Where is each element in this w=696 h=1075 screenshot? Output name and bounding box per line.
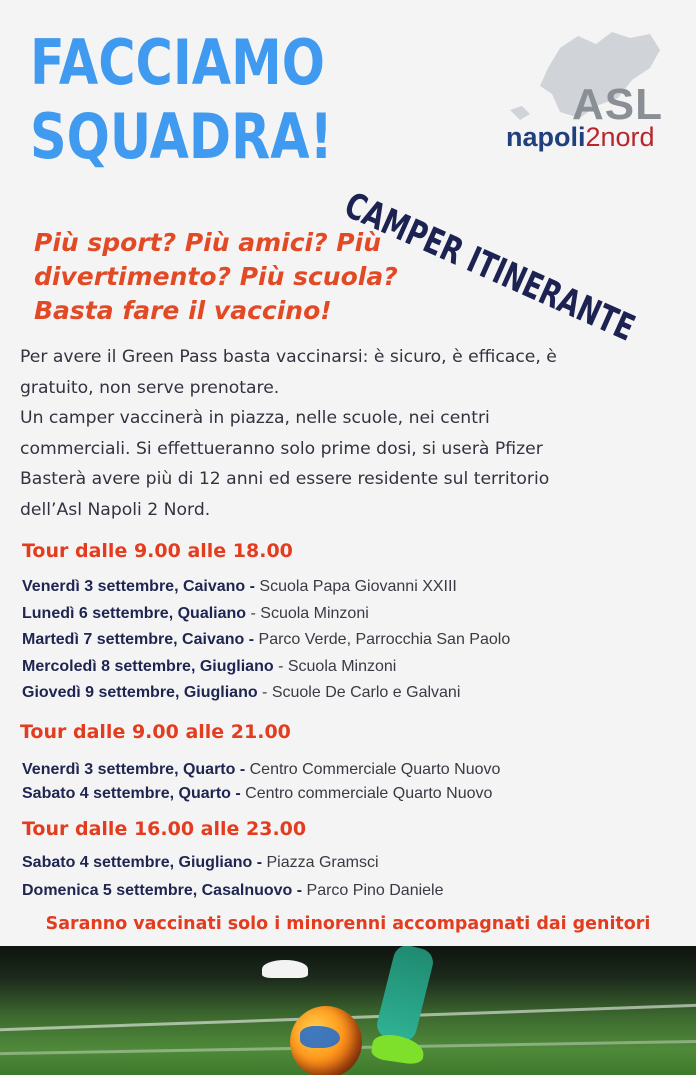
tour-3-title: Tour dalle 16.00 alle 23.00 [22, 818, 307, 840]
event-when: Lunedì 6 settembre, Qualiano [22, 604, 247, 622]
event-when: Mercoledì 8 settembre, Giugliano [22, 657, 274, 675]
tour-3-events [22, 849, 444, 905]
ball-panel-icon [300, 1026, 340, 1048]
football-boot-icon [370, 1033, 425, 1066]
event-when: Sabato 4 settembre, Quarto - [22, 785, 246, 802]
training-cone-icon [262, 960, 308, 978]
event-when: Martedì 7 settembre, Caivano - [22, 631, 259, 648]
intro-line: dell’Asl Napoli 2 Nord. [20, 499, 211, 520]
logo-2nord: 2nord [585, 122, 655, 152]
slogan-line-2: divertimento? Più scuola? [34, 262, 398, 291]
logo-napoli-word: napoli [506, 122, 586, 152]
player-leg-icon [374, 946, 436, 1044]
event-where: Parco Verde, Parrocchia San Paolo [258, 631, 511, 648]
tour-2-events [22, 758, 500, 806]
event-where: Scuola Papa Giovanni XXIII [259, 578, 457, 595]
tour-1-events [22, 574, 510, 707]
event-where: - Scuola Minzoni [246, 604, 369, 622]
event-where: Parco Pino Daniele [306, 882, 444, 899]
slogan-line-1: Più sport? Più amici? Più [34, 228, 381, 257]
main-title [30, 26, 333, 174]
event-where: Centro Commerciale Quarto Nuovo [249, 761, 501, 778]
intro-line: commerciali. Si effettueranno solo prime dosi, si userà Pfizer [20, 438, 543, 459]
logo-asl-text: ASL [572, 80, 663, 129]
event-when: Sabato 4 settembre, Giugliano - [22, 854, 267, 871]
event-row [22, 782, 500, 806]
event-when: Giovedì 9 settembre, Giugliano [22, 684, 258, 701]
event-where: - Scuola Minzoni [273, 657, 397, 675]
tour-1-title: Tour dalle 9.00 alle 18.00 [22, 540, 293, 562]
event-when: Venerdì 3 settembre, Caivano - [22, 578, 260, 595]
event-where: Centro commerciale Quarto Nuovo [245, 785, 493, 802]
intro-text [20, 342, 680, 525]
event-where: - Scuole De Carlo e Galvani [257, 684, 461, 701]
event-when: Venerdì 3 settembre, Quarto - [22, 761, 250, 778]
tour-2-title: Tour dalle 9.00 alle 21.00 [20, 721, 291, 743]
title-line-1: FACCIAMO [30, 26, 325, 99]
event-row [22, 877, 444, 905]
football-photo [0, 946, 696, 1075]
title-line-2: SQUADRA! [30, 100, 333, 173]
event-row [22, 627, 510, 654]
intro-line: Basterà avere più di 12 anni ed essere residente sul territorio [20, 469, 550, 489]
event-row [22, 574, 510, 601]
event-row [22, 758, 500, 782]
camper-itinerante-label: CAMPER ITINERANTE [338, 185, 641, 350]
event-when: Domenica 5 settembre, Casalnuovo - [22, 882, 307, 899]
asl-logo [500, 28, 670, 158]
event-row [22, 654, 510, 681]
event-where: Piazza Gramsci [266, 854, 379, 871]
slogan-line-3: Basta fare il vaccino! [34, 296, 332, 325]
event-row [22, 680, 510, 707]
slogan [34, 226, 494, 328]
minors-note: Saranno vaccinati solo i minorenni accompagnati dai genitori [45, 913, 651, 934]
intro-line: gratuito, non serve prenotare. [20, 377, 280, 398]
logo-napoli-text [506, 122, 655, 153]
intro-line: Per avere il Green Pass basta vaccinarsi: è sicuro, è efficace, è [20, 347, 557, 367]
intro-line: Un camper vaccinerà in piazza, nelle scuole, nei centri [20, 408, 490, 428]
event-row [22, 849, 444, 877]
event-row [22, 601, 510, 628]
